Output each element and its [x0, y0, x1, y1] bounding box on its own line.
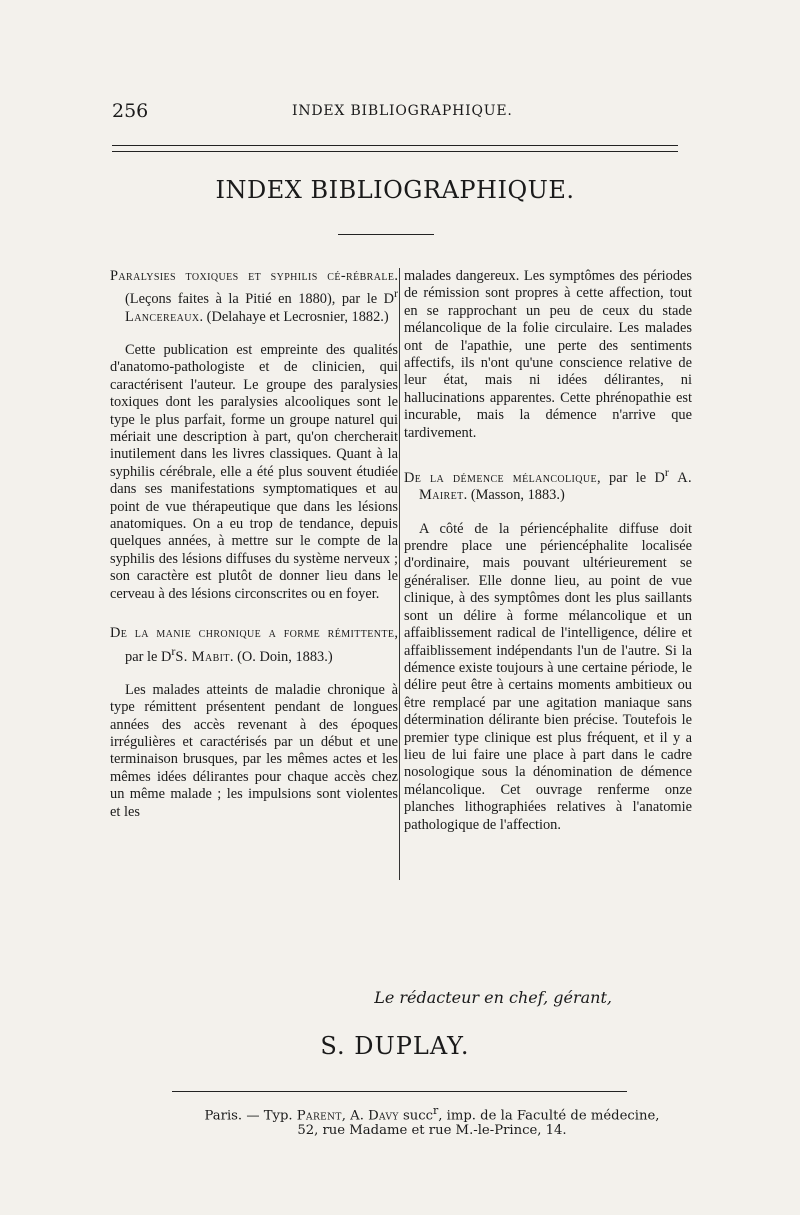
- entry-author: S. Mabit: [175, 648, 230, 665]
- entry-body-3: A côté de la périencéphalite diffuse doit prendre place une périencéphalite localisée d'ordinaire, mais pouvant ultérieurement se généraliser. Elle donne lieu, au point de vue clinique, à des symptômes dont les plus saillants sont un délire à forme mélancolique et un affaiblissement radical de l'intelligence, délire et affaiblissement indépendants l'un de l'autre. Si la démence existe toujours à une certaine période, le délire peut être à certains moments ambitieux ou être remplacé par une agitation maniaque sans détermination délirante bien précise. Toutefois le premier type clinique est plus fréquent, et il y a lieu de lui faire une place à part dans le cadre nosologique sous la dénomination de démence mélancolique. Cet ouvrage renferme onze planches lithographiées relatives à l'anatomie pathologique de l'affection.: [404, 520, 692, 833]
- printer-imprint-line-1: Paris. — Typ. Parent, A. Davy succ$^r$, imp. de la Faculté de médecine,: [204, 1104, 660, 1124]
- left-column: [110, 268, 398, 821]
- column-divider: [399, 268, 400, 880]
- entry-author: A. Mairet: [419, 469, 692, 504]
- entry-heading-2: De la manie chronique a forme rémittente, par le $D^rS$. Mabit. (O. Doin, 1883.): [110, 625, 398, 665]
- editor-signature-line: Le rédacteur en chef, gérant,: [374, 988, 612, 1007]
- entry-heading-1: Paralysies toxiques et syphilis cé-rébrale. (Leçons faites à la Pitié en 1880), par le $D^r$ Lancereaux. (Delahaye et Lecrosnier, 1882.): [110, 268, 398, 325]
- entry-heading-3: De la démence mélancolique, par le $D^r$ A. Mairet. (Masson, 1883.): [404, 465, 692, 504]
- running-title: INDEX BIBLIOGRAPHIQUE.: [292, 103, 513, 119]
- printer-imprint-line-2: 52, rue Madame et rue M.-le-Prince, 14.: [297, 1123, 567, 1138]
- entry-body-2-continued: malades dangereux. Les symptômes des périodes de rémission sont propres à cette affection, tout en se rapprochant un peu de ceux du stade mélancolique de la folie circulaire. Les malades ont de l'apathie, une perte des sentiments affectifs, ils n'ont qu'une conscience relative de leur état, mais ni idées délirantes, ni hallucinations apparentes. Cette phrénopathie est incurable, mais la démence n'arrive que tardivement.: [404, 268, 692, 441]
- header-rule-top: [112, 145, 678, 146]
- entry-title: De la démence mélancolique: [404, 469, 598, 486]
- page-number: 256: [112, 100, 149, 122]
- entry-body-1: Cette publication est empreinte des qualités d'anatomo-pathologiste et de clinicien, qui caractérisent l'auteur. Le groupe des paralysies toxiques dont les paralysies alcooliques sont le type le plus parfait, forme un groupe naturel qui mériait une description à part, qu'on chercherait inutilement dans les livres classiques. Quant à la syphilis cérébrale, elle a été plus souvent étudiée dans ses manifestations symptomatiques et au point de vue thérapeutique que dans les lésions anatomiques. On a eu trop de tendance, depuis quelques années, à mettre sur le compte de la syphilis des lésions diffuses du système nerveux ; son caractère est plutôt de donner lieu dans le cerveau à des lésions circonscrites ou en foyer.: [110, 342, 398, 602]
- entry-body-2: Les malades atteints de maladie chronique à type rémittent présentent pendant de longues années des accès revenant à des époques irrégulières et caractérisés par un début et une terminaison brusques, par les mêmes actes et les mêmes idées délirantes pour chaque accès chez un même malade ; les impulsions sont violentes et les: [110, 681, 398, 820]
- title-rule: [338, 234, 434, 235]
- running-head: [112, 100, 682, 124]
- header-rule-bottom: [112, 151, 678, 152]
- entry-title: De la manie chronique a forme rémittente: [110, 625, 395, 642]
- editor-name: S. DUPLAY.: [320, 1032, 470, 1060]
- entry-author: Lancereaux: [125, 308, 200, 325]
- page-title: INDEX BIBLIOGRAPHIQUE.: [215, 176, 575, 204]
- right-column: [404, 268, 692, 834]
- entry-title: Paralysies toxiques et syphilis cé-rébrale: [110, 268, 395, 284]
- printer-rule: [172, 1091, 627, 1092]
